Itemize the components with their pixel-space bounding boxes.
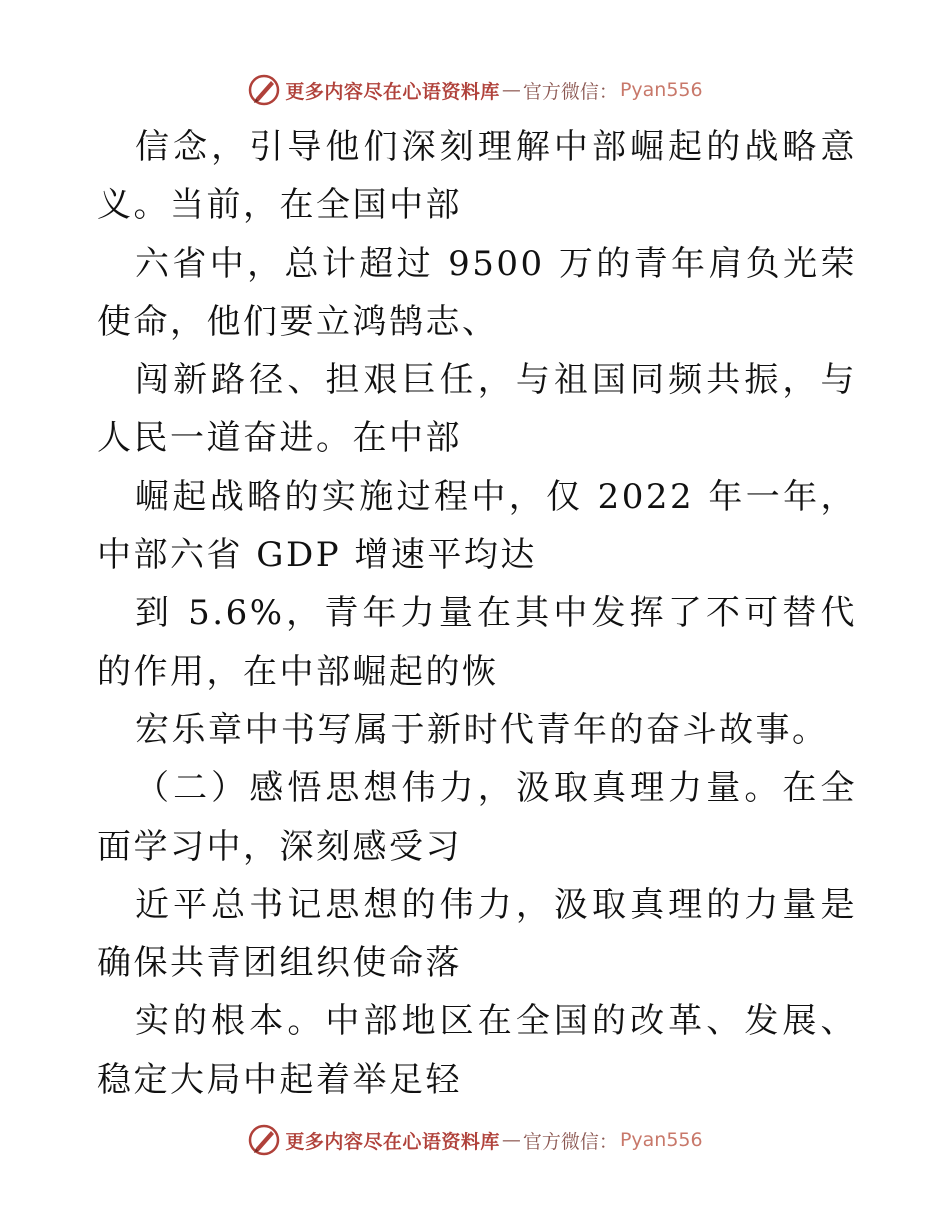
banner-main-text: 更多内容尽在心语资料库 bbox=[285, 80, 500, 103]
footer-watermark-banner bbox=[0, 1122, 950, 1158]
paragraph: 到 5.6%，青年力量在其中发挥了不可替代的作用，在中部崛起的恢 bbox=[97, 593, 857, 692]
banner-main-text: 更多内容尽在心语资料库 bbox=[285, 1130, 500, 1153]
paragraph: 实的根本。中部地区在全国的改革、发展、稳定大局中起着举足轻 bbox=[97, 1001, 857, 1100]
banner-dash: — bbox=[501, 79, 521, 101]
banner-wechat-id: Pyan556 bbox=[619, 1129, 703, 1151]
paragraph: 信念，引导他们深刻理解中部崛起的战略意义。当前，在全国中部 bbox=[97, 127, 857, 226]
paragraph: 六省中，总计超过 9500 万的青年肩负光荣使命，他们要立鸿鹄志、 bbox=[97, 243, 857, 342]
paragraph: 闯新路径、担艰巨任，与祖国同频共振，与人民一道奋进。在中部 bbox=[97, 360, 857, 459]
header-watermark-banner bbox=[0, 72, 950, 108]
paragraph: 崛起战略的实施过程中，仅 2022 年一年，中部六省 GDP 增速平均达 bbox=[97, 476, 857, 576]
banner-official-label: 官方微信： bbox=[522, 80, 618, 103]
paragraph: 近平总书记思想的伟力，汲取真理的力量是确保共青团组织使命落 bbox=[97, 884, 857, 984]
pen-logo-icon bbox=[247, 1123, 281, 1157]
paragraph: （二）感悟思想伟力，汲取真理力量。在全面学习中，深刻感受习 bbox=[97, 768, 857, 867]
banner-official-label: 官方微信： bbox=[522, 1130, 618, 1153]
pen-logo-icon bbox=[247, 73, 281, 107]
banner-wechat-id: Pyan556 bbox=[619, 79, 703, 101]
document-body bbox=[97, 118, 857, 1109]
paragraph: 宏乐章中书写属于新时代青年的奋斗故事。 bbox=[135, 709, 829, 750]
banner-dash: — bbox=[501, 1129, 521, 1151]
